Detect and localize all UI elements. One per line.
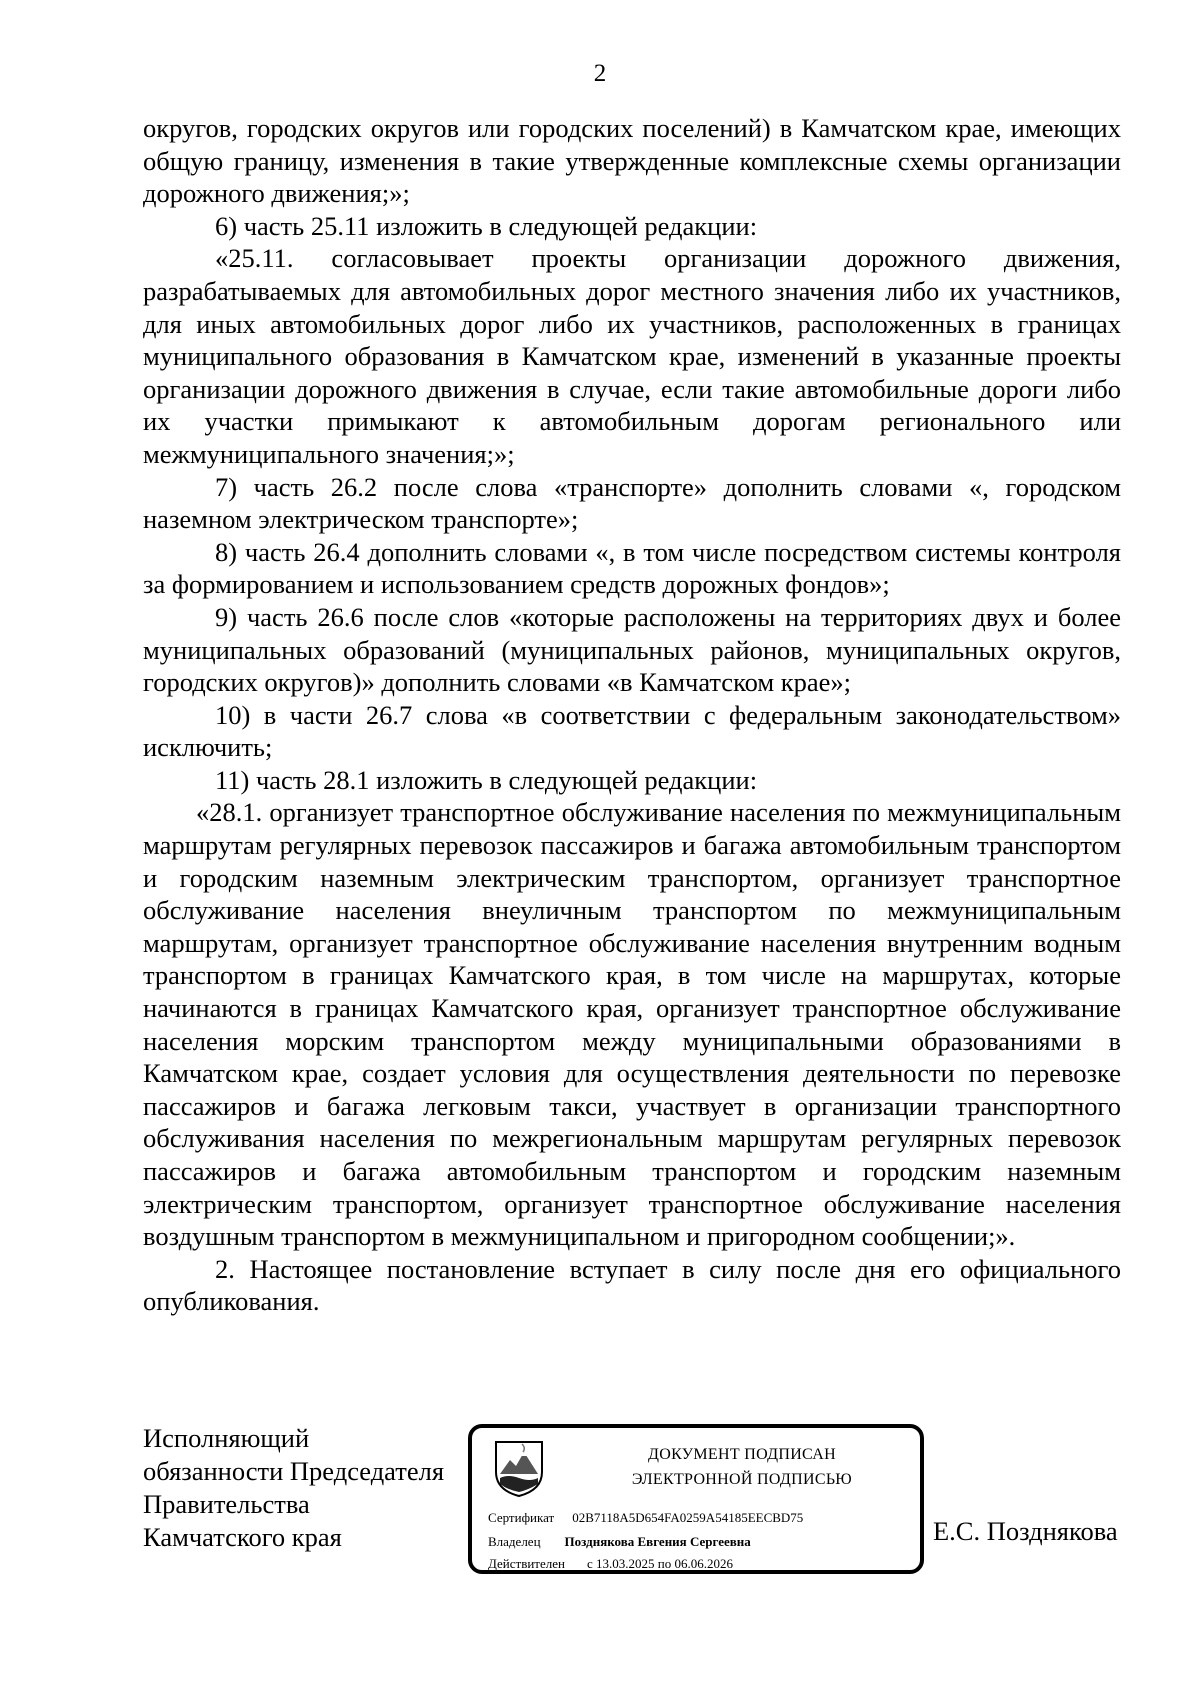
paragraph-item-6: 6) часть 25.11 изложить в следующей редакции:: [215, 210, 758, 241]
paragraph-quote-28-1: «28.1. организует транспортное обслуживание населения по межмуниципальным маршрутам регулярных перевозок пассажиров и багажа автомобильным транспортом и городским наземным электрическим транспортом, организует транспортное обслуживание населения внеуличным транспортом по межмуниципальным маршрутам, организует транспортное обслуживание населения внутренним водным транспортом в границах Камчатского края, в том числе на маршрутах, которые начинаются в границах Камчатского края, организует транспортное обслуживание населения морским транспортом между муниципальными образованиями в Камчатском крае, создает условия для осуществления деятельности по перевозке пассажиров и багажа легковым такси, участвует в организации транспортного обслуживания населения по межрегиональным маршрутам регулярных перевозок пассажиров и багажа автомобильным транспортом и городским наземным электрическим транспортом, организует транспортное обслуживание населения воздушным транспортом в межмуниципальном и пригородном сообщении;».: [143, 797, 1121, 1252]
stamp-validity-row: [488, 1556, 733, 1572]
paragraph-continuation: округов, городских округов или городских поселений) в Камчатском крае, имеющих общую границу, изменения в такие утвержденные комплексные схемы организации дорожного движения;»;: [143, 113, 1121, 209]
paragraph-section-2: 2. Настоящее постановление вступает в силу после дня его официального опубликования.: [143, 1253, 1121, 1317]
stamp-title-line2: ЭЛЕКТРОННОЙ ПОДПИСЬЮ: [631, 1471, 853, 1488]
stamp-title-line1: ДОКУМЕНТ ПОДПИСАН: [648, 1446, 836, 1463]
paragraph-quote-25-11: «25.11. согласовывает проекты организации дорожного движения, разрабатываемых для автомобильных дорог местного значения либо их участников, для иных автомобильных дорог либо их участников, расположенных в границах муниципального образования в Камчатском крае, изменений в указанные проекты организации дорожного движения в случае, если такие автомобильные дороги либо их участки примыкают к автомобильным дорогам регионального или межмуниципального значения;»;: [143, 243, 1121, 469]
coat-of-arms-icon: [492, 1438, 546, 1498]
signer-position-line: Правительства: [143, 1489, 310, 1519]
page-number: 2: [593, 60, 607, 87]
validity-label: Действителен: [488, 1556, 565, 1571]
validity-value: с 13.03.2025 по 06.06.2026: [586, 1556, 733, 1571]
stamp-title: [572, 1442, 912, 1492]
signer-name: Е.С. Позднякова: [933, 1516, 1118, 1546]
paragraph-item-10: 10) в части 26.7 слова «в соответствии с федеральным законодательством» исключить;: [143, 699, 1121, 763]
certificate-label: Сертификат: [488, 1510, 555, 1525]
signer-position-line: обязанности Председателя: [143, 1456, 445, 1486]
signer-position-line: Исполняющий: [143, 1423, 310, 1453]
document-body: [143, 112, 1121, 1318]
paragraph-item-7: 7) часть 26.2 после слова «транспорте» дополнить словами «, городском наземном электрическом транспорте»;: [143, 471, 1121, 535]
owner-label: Владелец: [488, 1534, 541, 1549]
owner-value: Позднякова Евгения Сергеевна: [564, 1534, 751, 1549]
certificate-value: 02B7118A5D654FA0259A54185EECBD75: [572, 1510, 804, 1525]
signer-position: [143, 1422, 444, 1554]
paragraph-item-8: 8) часть 26.4 дополнить словами «, в том числе посредством системы контроля за формированием и использованием средств дорожных фондов»;: [143, 536, 1121, 600]
stamp-owner-row: [488, 1534, 751, 1550]
paragraph-item-11: 11) часть 28.1 изложить в следующей редакции:: [215, 764, 758, 795]
paragraph-item-9: 9) часть 26.6 после слов «которые расположены на территориях двух и более муниципальных образований (муниципальных районов, муниципальных округов, городских округов)» дополнить словами «в Камчатском крае»;: [143, 601, 1121, 698]
signer-position-line: Камчатского края: [143, 1522, 342, 1552]
electronic-signature-stamp: [468, 1424, 924, 1574]
stamp-certificate-row: [488, 1510, 803, 1526]
